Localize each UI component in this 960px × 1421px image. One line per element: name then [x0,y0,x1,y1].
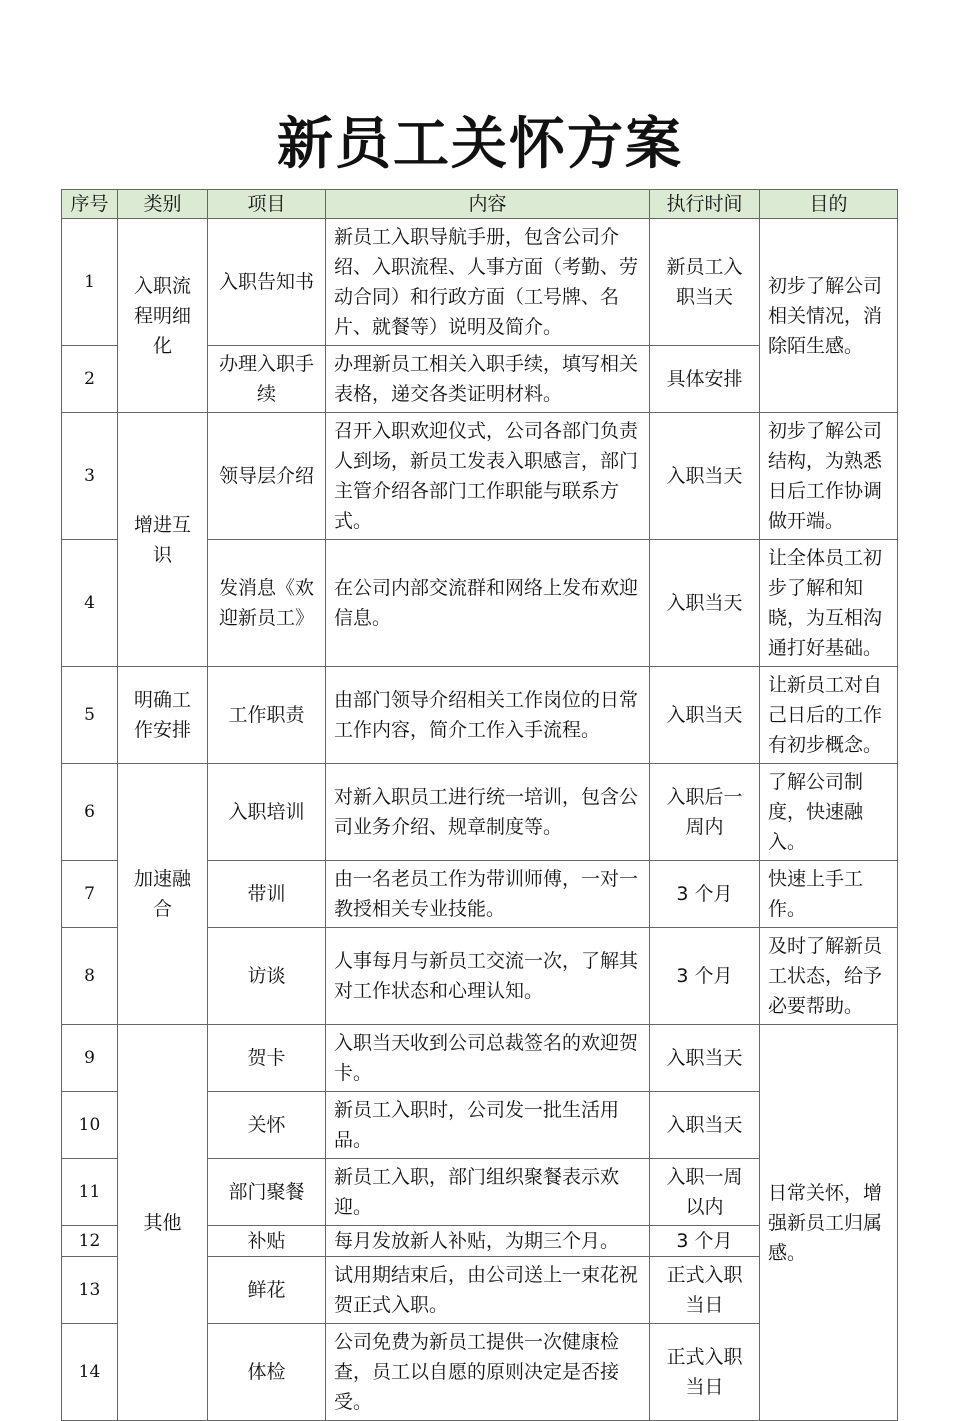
purpose-cell: 及时了解新员工状态，给予必要帮助。 [760,928,898,1025]
time-cell: 入职当天 [650,1025,760,1092]
item-cell: 工作职责 [208,667,326,764]
purpose-cell: 快速上手工作。 [760,861,898,928]
row-number: 14 [62,1324,118,1421]
category-cell: 入职流程明细化 [118,219,208,413]
purpose-cell: 让全体员工初步了解和知晓，为互相沟通打好基础。 [760,540,898,667]
category-cell: 增进互识 [118,413,208,667]
content-cell: 试用期结束后，由公司送上一束花祝贺正式入职。 [326,1257,650,1324]
item-cell: 贺卡 [208,1025,326,1092]
row-number: 6 [62,764,118,861]
content-cell: 入职当天收到公司总裁签名的欢迎贺卡。 [326,1025,650,1092]
content-cell: 由部门领导介绍相关工作岗位的日常工作内容，简介工作入手流程。 [326,667,650,764]
row-number: 13 [62,1257,118,1324]
time-cell: 入职一周以内 [650,1159,760,1226]
content-cell: 新员工入职导航手册，包含公司介绍、入职流程、人事方面（考勤、劳动合同）和行政方面（工号牌、名片、就餐等）说明及简介。 [326,219,650,346]
row-number: 8 [62,928,118,1025]
header-cell: 类别 [118,190,208,219]
time-cell: 3 个月 [650,861,760,928]
item-cell: 体检 [208,1324,326,1421]
item-cell: 部门聚餐 [208,1159,326,1226]
table-row [62,219,898,346]
content-cell: 由一名老员工作为带训师傅，一对一教授相关专业技能。 [326,861,650,928]
category-cell: 明确工作安排 [118,667,208,764]
row-number: 4 [62,540,118,667]
item-cell: 入职告知书 [208,219,326,346]
row-number: 2 [62,346,118,413]
time-cell: 3 个月 [650,1226,760,1257]
item-cell: 补贴 [208,1226,326,1257]
care-plan-table [61,189,898,1421]
time-cell: 入职当天 [650,413,760,540]
purpose-cell: 日常关怀，增强新员工归属感。 [760,1025,898,1421]
header-row [62,190,898,219]
row-number: 3 [62,413,118,540]
purpose-cell: 初步了解公司相关情况，消除陌生感。 [760,219,898,413]
time-cell: 新员工入职当天 [650,219,760,346]
item-cell: 办理入职手续 [208,346,326,413]
header-cell: 项目 [208,190,326,219]
category-cell: 其他 [118,1025,208,1421]
time-cell: 具体安排 [650,346,760,413]
time-cell: 正式入职当日 [650,1324,760,1421]
header-cell: 序号 [62,190,118,219]
row-number: 12 [62,1226,118,1257]
item-cell: 访谈 [208,928,326,1025]
item-cell: 关怀 [208,1092,326,1159]
content-cell: 在公司内部交流群和网络上发布欢迎信息。 [326,540,650,667]
page-title: 新员工关怀方案 [277,112,683,177]
table-row [62,667,898,764]
table-row [62,1025,898,1092]
table-row [62,764,898,861]
content-cell: 公司免费为新员工提供一次健康检查，员工以自愿的原则决定是否接受。 [326,1324,650,1421]
header-cell: 目的 [760,190,898,219]
content-cell: 人事每月与新员工交流一次，了解其对工作状态和心理认知。 [326,928,650,1025]
row-number: 7 [62,861,118,928]
item-cell: 鲜花 [208,1257,326,1324]
content-cell: 对新入职员工进行统一培训，包含公司业务介绍、规章制度等。 [326,764,650,861]
row-number: 10 [62,1092,118,1159]
time-cell: 入职当天 [650,1092,760,1159]
item-cell: 入职培训 [208,764,326,861]
item-cell: 带训 [208,861,326,928]
purpose-cell: 了解公司制度，快速融入。 [760,764,898,861]
header-cell: 执行时间 [650,190,760,219]
time-cell: 入职当天 [650,540,760,667]
table-row [62,413,898,540]
purpose-cell: 初步了解公司结构，为熟悉日后工作协调做开端。 [760,413,898,540]
row-number: 9 [62,1025,118,1092]
time-cell: 3 个月 [650,928,760,1025]
row-number: 5 [62,667,118,764]
content-cell: 新员工入职时，公司发一批生活用品。 [326,1092,650,1159]
item-cell: 领导层介绍 [208,413,326,540]
item-cell: 发消息《欢迎新员工》 [208,540,326,667]
header-cell: 内容 [326,190,650,219]
content-cell: 办理新员工相关入职手续，填写相关表格，递交各类证明材料。 [326,346,650,413]
content-cell: 新员工入职，部门组织聚餐表示欢迎。 [326,1159,650,1226]
time-cell: 入职当天 [650,667,760,764]
time-cell: 入职后一周内 [650,764,760,861]
content-cell: 每月发放新人补贴，为期三个月。 [326,1226,650,1257]
content-cell: 召开入职欢迎仪式，公司各部门负责人到场，新员工发表入职感言，部门主管介绍各部门工作职能与联系方式。 [326,413,650,540]
category-cell: 加速融合 [118,764,208,1025]
purpose-cell: 让新员工对自己日后的工作有初步概念。 [760,667,898,764]
row-number: 11 [62,1159,118,1226]
row-number: 1 [62,219,118,346]
time-cell: 正式入职当日 [650,1257,760,1324]
